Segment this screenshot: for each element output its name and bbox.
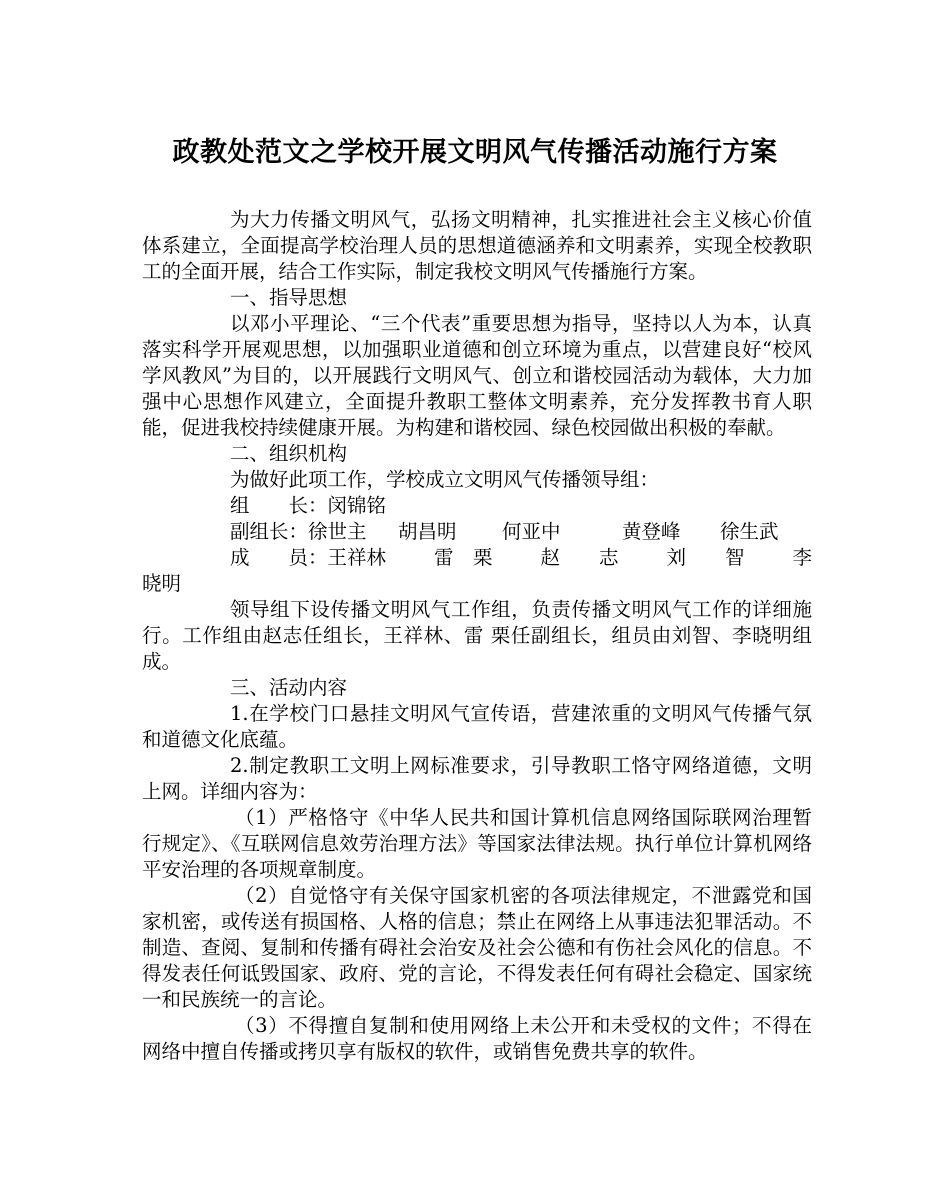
leader-label: 组 长： (230, 494, 328, 517)
section-heading-organization: 二、组织机构 (230, 442, 348, 465)
member-name: 赵 志 (540, 546, 619, 569)
members-block (142, 545, 812, 597)
section-heading-activities: 三、活动内容 (230, 676, 348, 699)
deputy-label: 副组长： (230, 520, 309, 543)
members-label: 成 员： (230, 546, 328, 569)
member-name: 李 (792, 546, 812, 569)
member-name: 雷 栗 (434, 546, 493, 569)
deputy-name: 徐生武 (720, 520, 779, 543)
leader-row (142, 493, 812, 519)
activity-item-2: 2.制定教职工文明上网标准要求，引导教职工恪守网络道德，文明上网。详细内容为： (142, 754, 812, 803)
members-row (142, 545, 812, 571)
intro-paragraph: 为大力传播文明风气，弘扬文明精神，扎实推进社会主义核心价值体系建立，全面提高学校治理人员的思想道德涵养和文明素养，实现全校教职工的全面开展，结合工作实际，制定我校文明风气传播施行方案。 (142, 208, 812, 283)
deputy-name: 黄登峰 (622, 520, 681, 543)
organization-intro-paragraph: 为做好此项工作，学校成立文明风气传播领导组： (230, 468, 660, 491)
member-name: 刘 智 (666, 546, 745, 569)
leader-name: 闵锦铭 (327, 494, 387, 517)
working-group-paragraph: 领导组下设传播文明风气工作组，负责传播文明风气工作的详细施行。工作组由赵志任组长，王祥林、雷 栗任副组长，组员由刘智、李晓明组成。 (142, 598, 812, 673)
deputy-row (142, 519, 812, 545)
deputy-name: 徐世主 (308, 520, 367, 543)
members-continuation: 晓明 (142, 572, 182, 595)
deputy-name: 何亚中 (502, 520, 561, 543)
activity-subitem-2: （2）自觉恪守有关保守国家机密的各项法律规定，不泄露党和国家机密，或传送有损国格、人格的信息；禁止在网络上从事违法犯罪活动。不制造、查阅、复制和传播有碍社会治安及社会公德和有伤社会风化的信息。不得发表任何诋毁国家、政府、党的言论，不得发表任何有碍社会稳定、国家统一和民族统一的言论。 (142, 884, 812, 1011)
document-title: 政教处范文之学校开展文明风气传播活动施行方案 (172, 137, 778, 168)
section-heading-guiding-ideology: 一、指导思想 (230, 286, 348, 309)
activity-subitem-1: （1）严格恪守《中华人民共和国计算机信息网络国际联网治理暂行规定》、《互联网信息效劳治理方法》等国家法律法规。执行单位计算机网络平安治理的各项规章制度。 (142, 806, 812, 881)
activity-subitem-3: （3）不得擅自复制和使用网络上未公开和未受权的文件；不得在网络中擅自传播或拷贝享有版权的软件，或销售免费共享的软件。 (142, 1014, 812, 1063)
activity-item-1: 1.在学校门口悬挂文明风气宣传语，营建浓重的文明风气传播气氛和道德文化底蕴。 (142, 702, 812, 751)
document-body (142, 207, 812, 1065)
member-name: 王祥林 (327, 546, 387, 569)
members-label-and-first (230, 545, 386, 571)
guiding-ideology-paragraph: 以邓小平理论、“三个代表”重要思想为指导，坚持以人为本，认真落实科学开展观思想，以加强职业道德和创立环境为重点，以营建良好“校风学风教风”为目的，以开展践行文明风气、创立和谐校园活动为载体，大力加强中心思想作风建立，全面提升教职工整体文明素养，充分发挥教书育人职能，促进我校持续健康开展。为构建和谐校园、绿色校园做出积极的奉献。 (142, 312, 812, 439)
deputy-name: 胡昌明 (398, 520, 457, 543)
